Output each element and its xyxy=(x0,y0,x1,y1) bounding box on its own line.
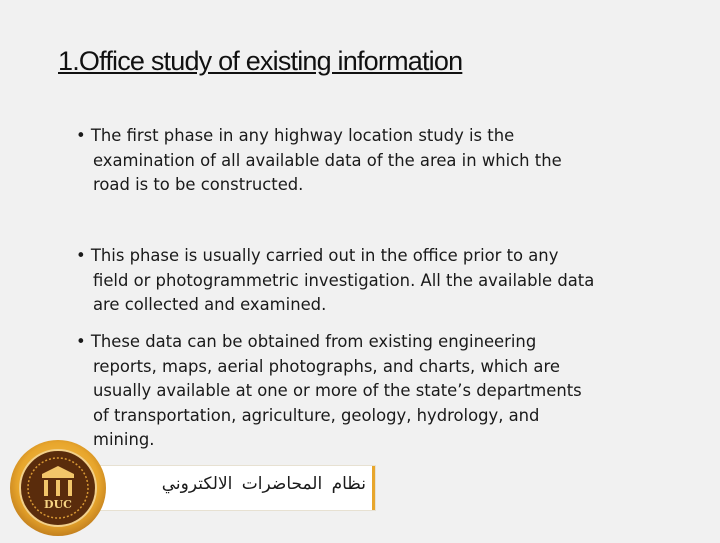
bullet-2-line-1: • This phase is usually carried out in the office prior to any xyxy=(76,246,559,265)
logo-column-1 xyxy=(44,480,48,496)
bullet-3 xyxy=(76,330,582,453)
bullet-1 xyxy=(76,124,562,198)
logo-column-3 xyxy=(68,480,72,496)
bullet-3-line-3: usually available at one or more of the state’s departments xyxy=(93,381,582,400)
university-seal-icon xyxy=(8,438,108,538)
lecture-system-banner xyxy=(92,466,375,510)
bullet-3-line-2: reports, maps, aerial photographs, and charts, which are xyxy=(93,356,560,376)
logo-column-2 xyxy=(56,480,60,496)
banner-text: نظام المحاضرات الالكتروني xyxy=(161,474,366,494)
bullet-2-line-3: are collected and examined. xyxy=(93,295,327,314)
slide-title: 1.Office study of existing information xyxy=(58,46,463,76)
bullet-2-line-2: field or photogrammetric investigation. All the available data xyxy=(93,270,595,290)
bullet-3-line-5: mining. xyxy=(93,430,155,449)
university-logo xyxy=(8,438,108,538)
logo-center-text: DUC xyxy=(44,498,72,511)
bullet-1-line-1: • The first phase in any highway location study is the xyxy=(76,126,515,145)
bullet-1-line-3: road is to be constructed. xyxy=(93,175,304,194)
bullet-3-line-4: of transportation, agriculture, geology, hydrology, and xyxy=(93,405,540,425)
bullet-1-line-2: examination of all available data of the area in which the xyxy=(93,150,562,170)
bullet-3-line-1: • These data can be obtained from existing engineering xyxy=(76,332,537,351)
bullet-2 xyxy=(76,244,594,318)
